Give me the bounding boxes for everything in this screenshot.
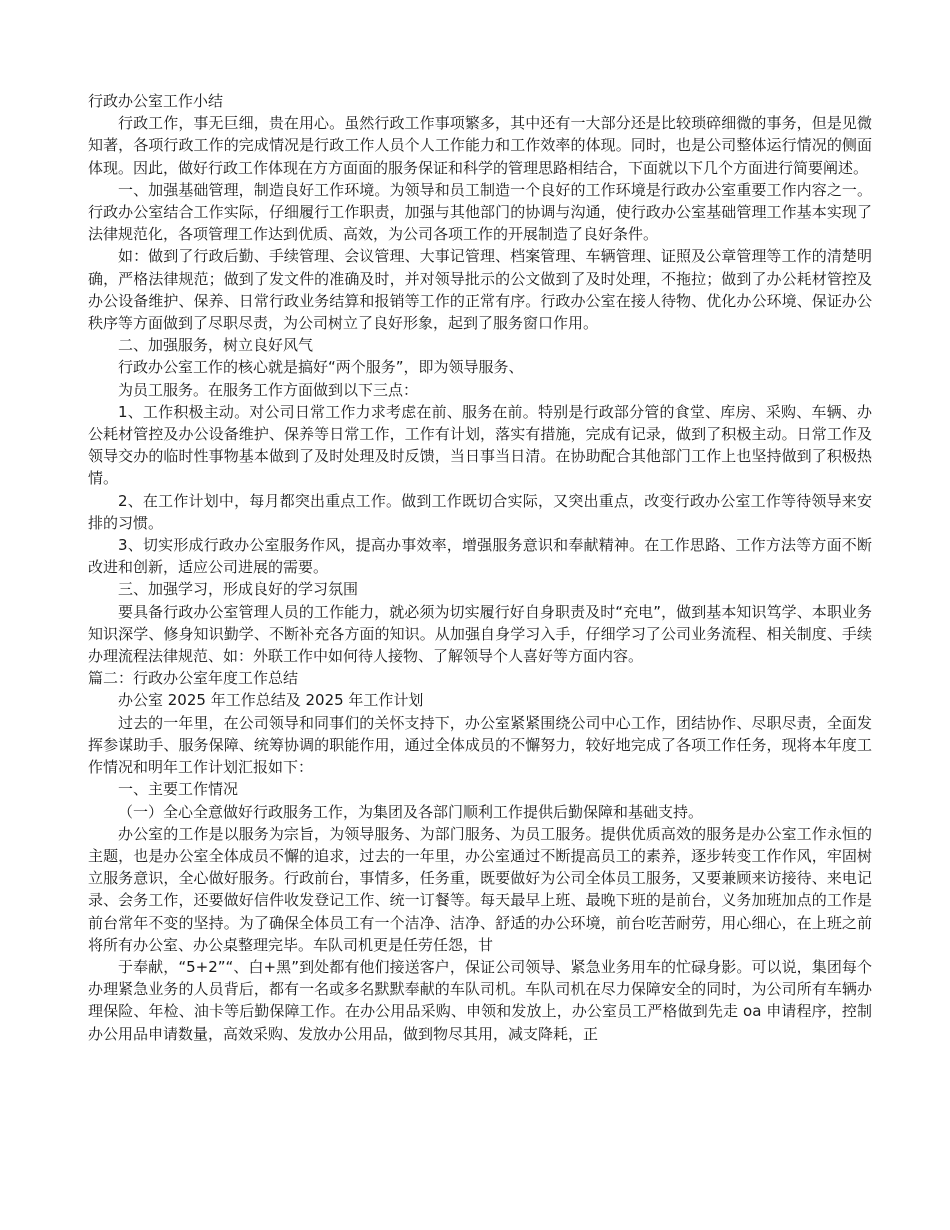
section-heading: 三、加强学习，形成良好的学习氛围 <box>118 580 359 599</box>
paragraph: 于奉献，“5+2”“、白+黑”到处都有他们接送客户，保证公司领导、紧急业务用车的忙碌身影。可以说，集团每个办理紧急业务的人员背后，都有一名或多名默默奉献的车队司机。车队司机在尽力保障安全的同时，为公司所有车辆办理保险、年检、油卡等后勤保障工作。在办公用品采购、申领和发放上，办公室员工严格做到先走 oa 申请程序，控制办公用品申请数量，高效采购、发放办公用品，做到物尽其用，减支降耗，正 <box>88 957 872 1043</box>
paragraph: 为员工服务。在服务工作方面做到以下三点： <box>118 380 419 399</box>
list-item: 3、切实形成行政办公室服务作风，提高办事效率，增强服务意识和奉献精神。在工作思路、工作方法等方面不断改进和创新，适应公司进展的需要。 <box>88 536 872 577</box>
paragraph: 要具备行政办公室管理人员的工作能力，就必须为切实履行好自身职责及时“充电”，做到基本知识笃学、本职业务知识深学、修身知识勤学、不断补充各方面的知识。从加强自身学习入手，仔细学习了公司业务流程、相关制度、手续办理流程法律规范、如：外联工作中如何待人接物、了解领导个人喜好等方面内容。 <box>88 602 872 666</box>
section-heading-paragraph: 一、加强基础管理，制造良好工作环境。为领导和员工制造一个良好的工作环境是行政办公室重要工作内容之一。行政办公室结合工作实际，仔细履行工作职责，加强与其他部门的协调与沟通，使行政办公室基础管理工作基本实现了法律规范化，各项管理工作达到优质、高效，为公司各项工作的开展制造了良好条件。 <box>88 180 872 244</box>
document-body <box>88 90 872 1045</box>
subsection-heading: （一）全心全意做好行政服务工作，为集团及各部门顺利工作提供后勤保障和基础支持。 <box>118 802 704 821</box>
paragraph: 行政工作，事无巨细，贵在用心。虽然行政工作事项繁多，其中还有一大部分还是比较琐碎细微的事务，但是见微知著，各项行政工作的完成情况是行政工作人员个人工作能力和工作效率的体现。同时，也是公司整体运行情况的侧面体现。因此，做好行政工作体现在方方面面的服务保证和科学的管理思路相结合，下面就以下几个方面进行简要阐述。 <box>88 114 872 177</box>
document-title: 行政办公室工作小结 <box>88 92 224 110</box>
paragraph: 过去的一年里，在公司领导和同事们的关怀支持下，办公室紧紧围绕公司中心工作，团结协作、尽职尽责，全面发挥参谋助手、服务保障、统筹协调的职能作用，通过全体成员的不懈努力，较好地完成了各项工作任务，现将本年度工作情况和明年工作计划汇报如下： <box>88 713 872 777</box>
paragraph: 办公室的工作是以服务为宗旨，为领导服务、为部门服务、为员工服务。提供优质高效的服务是办公室工作永恒的主题，也是办公室全体成员不懈的追求，过去的一年里，办公室通过不断提高员工的素养，逐步转变工作作风，牢固树立服务意识，全心做好服务。行政前台，事情多，任务重，既要做好为公司全体员工服务，又要兼顾来访接待、来电记录、会务工作，还要做好信件收发登记工作、统一订餐等。每天最早上班、最晚下班的是前台，义务加班加点的工作是前台常年不变的坚持。为了确保全体员工有一个洁净、洁净、舒适的办公环境，前台吃苦耐劳，用心细心，在上班之前将所有办公室、办公桌整理完毕。车队司机更是任劳任怨，甘 <box>88 824 872 954</box>
paragraph: 如：做到了行政后勤、手续管理、会议管理、大事记管理、档案管理、车辆管理、证照及公章管理等工作的清楚明确，严格法律规范；做到了发文件的准确及时，并对领导批示的公文做到了及时处理，不拖拉；做到了办公耗材管控及办公设备维护、保养、日常行政业务结算和报销等工作的正常有序。行政办公室在接人待物、优化办公环境、保证办公秩序等方面做到了尽职尽责，为公司树立了良好形象，起到了服务窗口作用。 <box>88 247 872 333</box>
list-item: 2、在工作计划中，每月都突出重点工作。做到工作既切合实际，又突出重点，改变行政办公室工作等待领导来安排的习惯。 <box>88 491 872 532</box>
list-item: 1、工作积极主动。对公司日常工作力求考虑在前、服务在前。特别是行政部分管的食堂、库房、采购、车辆、办公耗材管控及办公设备维护、保养等日常工作，工作有计划，落实有措施，完成有记录，做到了积极主动。日常工作及领导交办的临时性事物基本做到了及时处理及时反馈，当日事当日清。在协助配合其他部门工作上也坚持做到了积极热情。 <box>88 402 872 488</box>
part-heading: 篇二：行政办公室年度工作总结 <box>88 669 299 688</box>
subtitle: 办公室 2025 年工作总结及 2025 年工作计划 <box>118 691 424 710</box>
section-heading: 二、加强服务，树立良好风气 <box>118 336 314 355</box>
paragraph: 行政办公室工作的核心就是搞好“两个服务”，即为领导服务、 <box>118 358 524 377</box>
section-heading: 一、主要工作情况 <box>118 780 239 799</box>
